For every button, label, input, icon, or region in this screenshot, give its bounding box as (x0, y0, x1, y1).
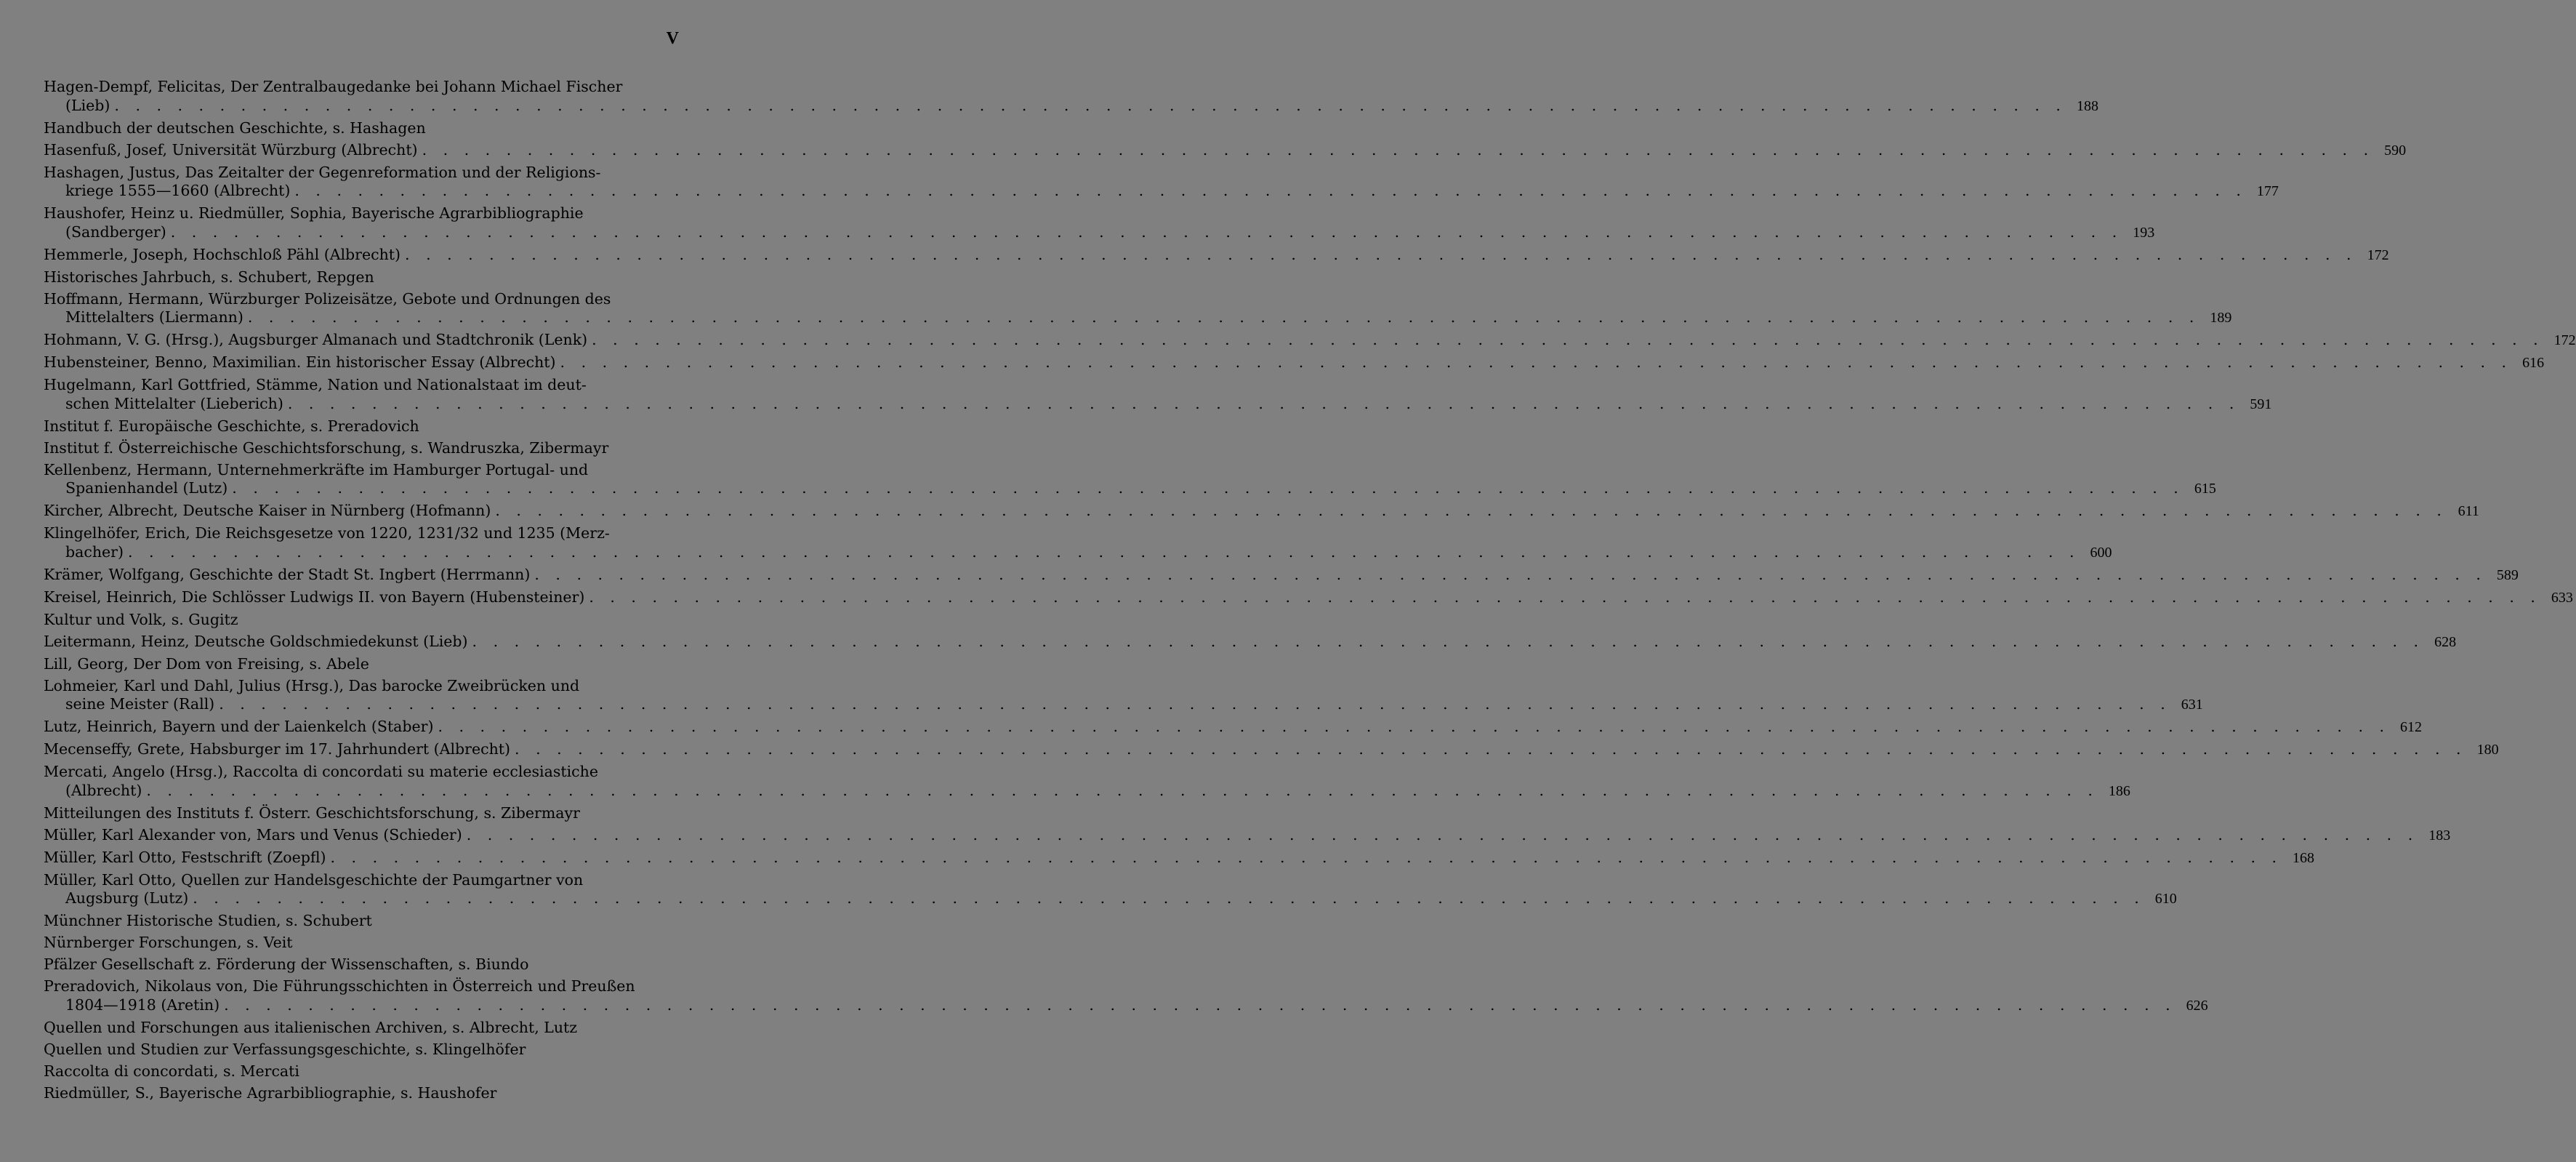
entry-line (44, 140, 2407, 161)
index-entry (44, 353, 2545, 373)
entry-line (44, 763, 678, 782)
index-entry (44, 78, 2098, 116)
entry-continuation-line (44, 479, 2216, 499)
entry-page-number: 612 (2400, 719, 2422, 735)
dot-leader (418, 141, 2375, 160)
index-entry (44, 140, 2407, 161)
entry-continuation-line (44, 308, 2232, 328)
entry-line (44, 1041, 678, 1059)
entry-page-number: 633 (2551, 589, 2573, 606)
index-entry (44, 289, 2232, 328)
entry-continuation-line (44, 96, 2098, 116)
entry-page-number: 172 (2553, 332, 2576, 348)
entry-text: Hoffmann, Hermann, Würzburger Polizeisätze, Gebote und Ordnungen des (44, 289, 611, 308)
entry-line (44, 417, 678, 436)
entry-page-number: 188 (2076, 97, 2098, 114)
entry-line (44, 655, 678, 674)
index-entry (44, 163, 2279, 201)
dot-leader (491, 502, 2447, 521)
entry-continuation-line (44, 781, 2130, 801)
entry-continuation-line (44, 889, 2177, 909)
dot-leader (142, 782, 2098, 801)
entry-continuation-line (44, 695, 2203, 715)
entry-text: Pfälzer Gesellschaft z. Förderung der Wissenschaften, s. Biundo (44, 955, 529, 973)
entry-text: (Lieb) (65, 96, 110, 114)
index-entry (44, 977, 2208, 1015)
entry-line (44, 955, 678, 974)
entry-line (44, 119, 678, 138)
entry-page-number: 631 (2181, 697, 2203, 713)
entry-page-number: 177 (2256, 183, 2279, 199)
index-entry (44, 955, 678, 974)
entry-page-number: 193 (2133, 224, 2155, 241)
index-entry (44, 655, 678, 674)
entry-continuation-line (44, 182, 2279, 201)
entry-text: (Sandberger) (65, 223, 166, 241)
index-entry (44, 740, 2499, 760)
entry-text: Müller, Karl Otto, Quellen zur Handelsgeschichte der Paumgartner von (44, 870, 584, 889)
entry-text: Augsburg (Lutz) (65, 889, 189, 907)
index-entry (44, 632, 2457, 652)
entry-text: seine Meister (Rall) (65, 695, 215, 713)
index-entry (44, 1084, 678, 1103)
entry-line (44, 1062, 678, 1081)
index-entry (44, 934, 678, 953)
entry-text: Handbuch der deutschen Geschichte, s. Hashagen (44, 119, 426, 137)
index-entry (44, 848, 2315, 868)
index-entry (44, 417, 678, 436)
entry-line (44, 718, 2422, 737)
dot-leader (401, 246, 2357, 265)
entry-line (44, 78, 678, 97)
entry-line (44, 502, 2479, 521)
entry-page-number: 616 (2522, 355, 2545, 371)
index-entry (44, 912, 678, 931)
index-entry (44, 1019, 678, 1038)
entry-page-number: 589 (2496, 566, 2519, 583)
dot-leader (326, 849, 2283, 868)
entry-line (44, 740, 2499, 760)
entry-page-number: 610 (2154, 891, 2177, 907)
index-entry (44, 331, 2576, 350)
entry-text: Raccolta di concordati, s. Mercati (44, 1062, 299, 1080)
entry-text: Haushofer, Heinz u. Riedmüller, Sophia, Bayerische Agrarbibliographie (44, 204, 584, 222)
entry-line (44, 588, 2573, 608)
index-list (44, 78, 2576, 1106)
entry-text: Mercati, Angelo (Hrsg.), Raccolta di concordati su materie ecclesiastiche (44, 763, 598, 780)
entry-text: Mitteilungen des Instituts f. Österr. Geschichtsforschung, s. Zibermayr (44, 804, 580, 822)
entry-text: Hemmerle, Joseph, Hochschloß Pähl (Albrecht) (44, 245, 401, 263)
index-entry (44, 1041, 678, 1059)
entry-text: Riedmüller, S., Bayerische Agrarbibliographie, s. Haushofer (44, 1083, 497, 1102)
entry-text: Münchner Historische Studien, s. Schubert (44, 912, 372, 929)
index-entry (44, 676, 2203, 715)
entry-text: Institut f. Europäische Geschichte, s. Preradovich (44, 417, 419, 435)
entry-line (44, 804, 678, 823)
entry-text: Hohmann, V. G. (Hrsg.), Augsburger Almanach und Stadtchronik (Lenk) (44, 331, 588, 348)
entry-continuation-line (44, 995, 2208, 1016)
entry-text: Hubensteiner, Benno, Maximilian. Ein historischer Essay (Albrecht) (44, 353, 556, 371)
entry-text: Hugelmann, Karl Gottfried, Stämme, Nation und Nationalstaat im deut- (44, 376, 587, 393)
entry-page-number: 628 (2434, 633, 2457, 650)
index-entry (44, 439, 678, 458)
index-entry (44, 524, 2112, 562)
entry-line (44, 439, 678, 458)
entry-line (44, 204, 678, 223)
entry-text: Preradovich, Nikolaus von, Die Führungsschichten in Österreich und Preußen (44, 977, 635, 995)
entry-text: Nürnberger Forschungen, s. Veit (44, 934, 293, 951)
entry-page-number: 183 (2428, 827, 2451, 844)
index-entry (44, 245, 2389, 265)
entry-text: Spanienhandel (Lutz) (65, 479, 228, 497)
dot-leader (584, 588, 2541, 607)
entry-text: Klingelhöfer, Erich, Die Reichsgesetze von 1220, 1231/32 und 1235 (Merz- (44, 524, 610, 542)
entry-line (44, 164, 678, 183)
dot-leader (510, 740, 2467, 759)
entry-text: Mecenseffy, Grete, Habsburger im 17. Jahrhundert (Albrecht) (44, 740, 511, 758)
index-entry (44, 204, 2155, 242)
entry-text: Historisches Jahrbuch, s. Schubert, Repgen (44, 268, 374, 286)
index-entry (44, 502, 2479, 521)
entry-line (44, 331, 2576, 350)
entry-page-number: 590 (2384, 142, 2407, 159)
dot-leader (110, 97, 2066, 116)
dot-leader (587, 331, 2544, 350)
entry-text: Leitermann, Heinz, Deutsche Goldschmiedekunst (Lieb) (44, 632, 468, 650)
dot-leader (166, 223, 2123, 242)
entry-continuation-line (44, 542, 2112, 563)
dot-leader (188, 889, 2145, 908)
entry-text: Quellen und Forschungen aus italienischen Archiven, s. Albrecht, Lutz (44, 1018, 578, 1036)
dot-leader (283, 395, 2240, 414)
entry-page-number: 611 (2458, 503, 2479, 519)
entry-line (44, 376, 678, 395)
entry-line (44, 934, 678, 953)
entry-line (44, 524, 678, 543)
entry-line (44, 912, 678, 931)
dot-leader (228, 479, 2184, 498)
entry-text: Kultur und Volk, s. Gugitz (44, 610, 238, 628)
entry-text: Mittelalters (Liermann) (65, 308, 243, 326)
entry-page-number: 168 (2293, 849, 2315, 866)
dot-leader (468, 633, 2425, 652)
entry-line (44, 245, 2389, 265)
dot-leader (290, 182, 2247, 201)
entry-page-number: 591 (2250, 396, 2272, 412)
entry-line (44, 848, 2315, 868)
index-entry (44, 1062, 678, 1081)
entry-text: Lill, Georg, Der Dom von Freising, s. Abele (44, 654, 369, 673)
entry-page-number: 626 (2186, 997, 2208, 1014)
entry-page-number: 600 (2090, 544, 2112, 561)
entry-text: Krämer, Wolfgang, Geschichte der Stadt St. Ingbert (Herrmann) (44, 565, 531, 583)
entry-text: schen Mittelalter (Lieberich) (65, 394, 283, 412)
entry-line (44, 290, 678, 309)
entry-text: 1804—1918 (Aretin) (65, 995, 220, 1014)
entry-text: Lohmeier, Karl und Dahl, Julius (Hrsg.), Das barocke Zweibrücken und (44, 676, 580, 694)
index-entry (44, 565, 2519, 585)
index-entry (44, 268, 678, 287)
entry-page-number: 172 (2367, 247, 2389, 263)
entry-text: Müller, Karl Otto, Festschrift (Zoepfl) (44, 848, 326, 866)
entry-line (44, 677, 678, 696)
entry-page-number: 189 (2210, 310, 2232, 326)
index-entry (44, 460, 2216, 499)
dot-leader (433, 718, 2390, 737)
index-entry (44, 718, 2422, 737)
index-entry (44, 611, 678, 630)
entry-text: kriege 1555—1660 (Albrecht) (65, 182, 291, 199)
entry-line (44, 871, 678, 890)
entry-text: Hashagen, Justus, Das Zeitalter der Gegenreformation und der Religions- (44, 163, 601, 181)
entry-continuation-line (44, 223, 2155, 243)
entry-text: Kellenbenz, Hermann, Unternehmerkräfte im Hamburger Portugal- und (44, 460, 589, 478)
entry-line (44, 353, 2545, 373)
dot-leader (556, 353, 2513, 372)
entry-text: Müller, Karl Alexander von, Mars und Venus (Schieder) (44, 825, 462, 844)
entry-line (44, 825, 2451, 846)
dot-leader (462, 826, 2419, 845)
entry-line (44, 1084, 678, 1103)
entry-text: Hasenfuß, Josef, Universität Würzburg (Albrecht) (44, 140, 418, 159)
page-number: V (666, 29, 679, 48)
entry-text: Kircher, Albrecht, Deutsche Kaiser in Nürnberg (Hofmann) (44, 502, 491, 519)
entry-text: Lutz, Heinrich, Bayern und der Laienkelch (Staber) (44, 718, 434, 735)
index-entry (44, 588, 2573, 608)
index-entry (44, 870, 2177, 909)
entry-text: Quellen und Studien zur Verfassungsgeschichte, s. Klingelhöfer (44, 1040, 526, 1058)
dot-leader (220, 996, 2176, 1015)
entry-line (44, 461, 678, 480)
entry-page-number: 180 (2476, 742, 2499, 758)
entry-line (44, 1019, 678, 1038)
entry-line (44, 977, 678, 996)
entry-page-number: 186 (2108, 782, 2130, 799)
dot-leader (243, 308, 2200, 327)
entry-continuation-line (44, 394, 2272, 414)
entry-text: Institut f. Österreichische Geschichtsforschung, s. Wandruszka, Zibermayr (44, 438, 609, 457)
entry-line (44, 268, 678, 287)
dot-leader (124, 543, 2080, 562)
entry-page-number: 615 (2194, 481, 2216, 497)
entry-line (44, 565, 2519, 585)
dot-leader (530, 566, 2487, 585)
entry-text: (Albrecht) (65, 781, 142, 799)
index-entry (44, 376, 2272, 414)
entry-text: Hagen-Dempf, Felicitas, Der Zentralbaugedanke bei Johann Michael Fischer (44, 78, 623, 95)
index-entry (44, 119, 678, 138)
entry-line (44, 632, 2457, 652)
entry-text: Kreisel, Heinrich, Die Schlösser Ludwigs II. von Bayern (Hubensteiner) (44, 588, 585, 606)
entry-line (44, 611, 678, 630)
index-entry (44, 825, 2451, 846)
entry-text: bacher) (65, 542, 124, 561)
dot-leader (214, 695, 2171, 714)
index-entry (44, 804, 678, 823)
index-entry (44, 763, 2130, 801)
